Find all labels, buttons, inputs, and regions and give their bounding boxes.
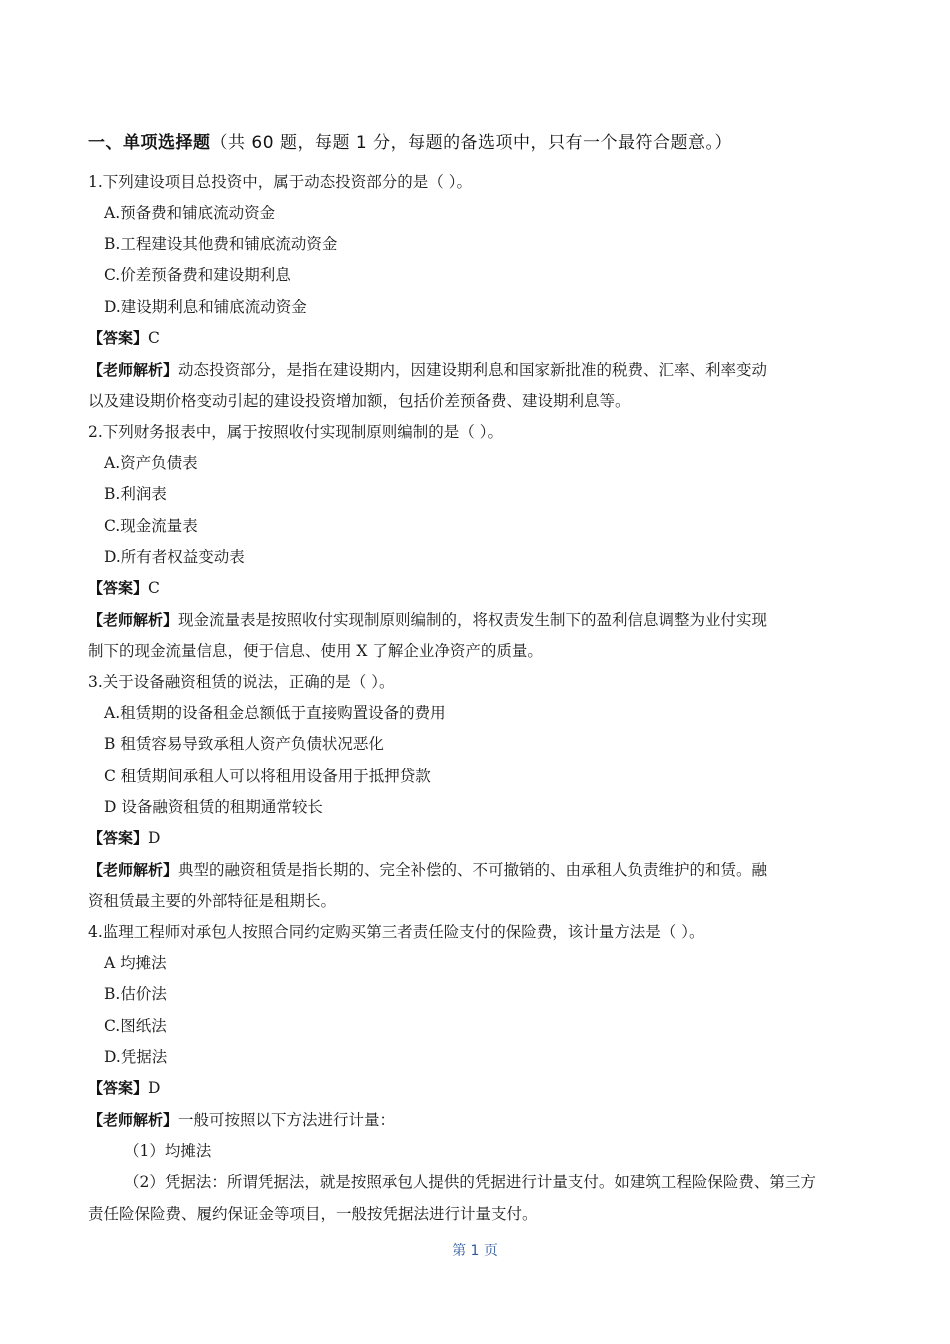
question-2-analysis-line-2: 制下的现金流量信息，便于信息、使用 X 了解企业净资产的质量。 bbox=[88, 642, 543, 660]
analysis-label: 【老师解析】 bbox=[88, 361, 179, 379]
section-title-bold: 一、单项选择题 bbox=[88, 133, 211, 153]
analysis-label: 【老师解析】 bbox=[88, 1111, 179, 1129]
answer-label: 【答案】 bbox=[88, 329, 149, 347]
question-1-option-b: B.工程建设其他费和铺底流动资金 bbox=[104, 235, 338, 253]
question-3-analysis-line-2: 资租赁最主要的外部特征是租期长。 bbox=[88, 892, 337, 910]
section-title-note: （共 60 题，每题 1 分，每题的备选项中，只有一个最符合题意。） bbox=[210, 133, 733, 153]
question-3-answer bbox=[88, 828, 160, 848]
question-4-answer bbox=[88, 1078, 160, 1098]
question-1-option-d: D.建设期利息和铺底流动资金 bbox=[104, 298, 307, 316]
answer-label: 【答案】 bbox=[88, 1079, 149, 1097]
question-2-analysis bbox=[88, 610, 767, 630]
question-1-answer-value: C bbox=[148, 329, 160, 347]
question-4-analysis bbox=[88, 1110, 395, 1130]
question-2-option-a: A.资产负债表 bbox=[104, 454, 198, 472]
question-3-option-b: B 租赁容易导致承租人资产负债状况恶化 bbox=[104, 735, 384, 753]
question-3-option-a: A.租赁期的设备租金总额低于直接购置设备的费用 bbox=[104, 704, 446, 722]
question-2-stem: 2.下列财务报表中，属于按照收付实现制原则编制的是（ ）。 bbox=[88, 423, 503, 441]
question-1-stem: 1.下列建设项目总投资中，属于动态投资部分的是（ ）。 bbox=[88, 173, 472, 191]
question-1-option-a: A.预备费和铺底流动资金 bbox=[104, 204, 276, 222]
question-3-answer-value: D bbox=[148, 829, 161, 847]
question-3-option-d: D 设备融资租赁的租期通常较长 bbox=[104, 798, 323, 816]
question-3-analysis-line-1: 典型的融资租赁是指长期的、完全补偿的、不可撤销的、由承租人负责维护的和赁。融 bbox=[178, 861, 768, 879]
answer-label: 【答案】 bbox=[88, 829, 149, 847]
question-2-answer bbox=[88, 578, 160, 598]
question-2-option-c: C.现金流量表 bbox=[104, 517, 198, 535]
question-2-option-b: B.利润表 bbox=[104, 485, 167, 503]
question-4-analysis-line-4: 责任险保险费、履约保证金等项目，一般按凭据法进行计量支付。 bbox=[88, 1205, 538, 1223]
question-4-analysis-line-2: （1）均摊法 bbox=[124, 1142, 212, 1160]
question-4-analysis-line-1: 一般可按照以下方法进行计量： bbox=[178, 1111, 396, 1129]
question-3-stem: 3.关于设备融资租赁的说法，正确的是（ ）。 bbox=[88, 673, 395, 691]
question-3-analysis bbox=[88, 860, 767, 880]
question-4-option-d: D.凭据法 bbox=[104, 1048, 168, 1066]
question-1-analysis bbox=[88, 360, 767, 380]
section-title bbox=[88, 128, 732, 153]
analysis-label: 【老师解析】 bbox=[88, 611, 179, 629]
question-1-analysis-line-1: 动态投资部分，是指在建设期内，因建设期利息和国家新批准的税费、汇率、利率变动 bbox=[178, 361, 768, 379]
question-3-option-c: C 租赁期间承租人可以将租用设备用于抵押贷款 bbox=[104, 767, 431, 785]
question-4-option-c: C.图纸法 bbox=[104, 1017, 167, 1035]
page-number: 第 1 页 bbox=[452, 1243, 498, 1259]
answer-label: 【答案】 bbox=[88, 579, 149, 597]
question-1-option-c: C.价差预备费和建设期利息 bbox=[104, 266, 291, 284]
question-2-answer-value: C bbox=[148, 579, 160, 597]
question-4-answer-value: D bbox=[148, 1079, 161, 1097]
question-4-analysis-line-3: （2）凭据法：所谓凭据法，就是按照承包人提供的凭据进行计量支付。如建筑工程险保险费、第三方 bbox=[124, 1173, 816, 1191]
question-2-analysis-line-1: 现金流量表是按照收付实现制原则编制的，将权责发生制下的盈利信息调整为业付实现 bbox=[178, 611, 768, 629]
question-4-option-a: A 均摊法 bbox=[104, 954, 167, 972]
question-1-analysis-line-2: 以及建设期价格变动引起的建设投资增加额，包括价差预备费、建设期利息等。 bbox=[88, 392, 631, 410]
question-1-answer bbox=[88, 328, 160, 348]
question-4-option-b: B.估价法 bbox=[104, 985, 167, 1003]
question-4-stem: 4.监理工程师对承包人按照合同约定购买第三者责任险支付的保险费，该计量方法是（ ）。 bbox=[88, 923, 705, 941]
question-2-option-d: D.所有者权益变动表 bbox=[104, 548, 245, 566]
analysis-label: 【老师解析】 bbox=[88, 861, 179, 879]
